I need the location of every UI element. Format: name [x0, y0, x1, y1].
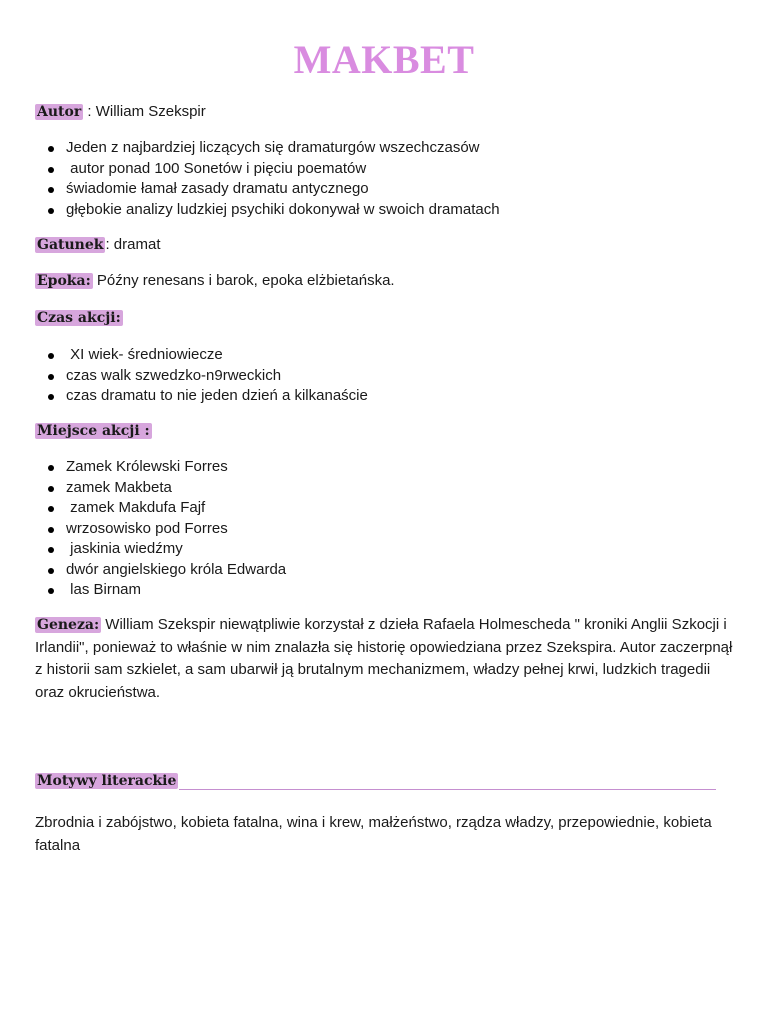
- geneza-paragraph: [35, 614, 735, 704]
- bullet-icon: [48, 506, 54, 512]
- epoka-line: [35, 271, 395, 291]
- motywy-label: Motywy literackie: [37, 773, 177, 789]
- miejsce-list: [48, 457, 286, 601]
- list-item: czas walk szwedzko-n9rweckich: [48, 366, 368, 387]
- list-item: zamek Makdufa Fajf: [48, 498, 286, 519]
- miejsce-line: [35, 421, 152, 441]
- bullet-icon: [48, 353, 54, 359]
- autor-list: [48, 138, 500, 220]
- page-title: MAKBET: [293, 37, 475, 82]
- list-item: zamek Makbeta: [48, 478, 286, 499]
- gatunek-line: [35, 235, 161, 255]
- geneza-label: Geneza:: [37, 617, 100, 633]
- list-item: świadomie łamał zasady dramatu antycznego: [48, 179, 500, 200]
- motywy-underline-divider: [179, 789, 716, 790]
- bullet-icon: [48, 588, 54, 594]
- autor-line: [35, 102, 206, 122]
- list-item: Zamek Królewski Forres: [48, 457, 286, 478]
- list-item: XI wiek- średniowiecze: [48, 345, 368, 366]
- list-item: wrzosowisko pod Forres: [48, 519, 286, 540]
- bullet-icon: [48, 374, 54, 380]
- list-item: czas dramatu to nie jeden dzień a kilkanaście: [48, 386, 368, 407]
- czas-line: [35, 308, 123, 328]
- bullet-icon: [48, 187, 54, 193]
- list-item: jaskinia wiedźmy: [48, 539, 286, 560]
- motywy-paragraph: [35, 812, 735, 857]
- bullet-icon: [48, 465, 54, 471]
- miejsce-label: Miejsce akcji :: [37, 423, 150, 439]
- bullet-icon: [48, 394, 54, 400]
- bullet-icon: [48, 527, 54, 533]
- epoka-value: Późny renesans i barok, epoka elżbietańska.: [92, 272, 395, 289]
- gatunek-label: Gatunek: [37, 237, 104, 253]
- bullet-icon: [48, 486, 54, 492]
- autor-value: : William Szekspir: [83, 103, 206, 120]
- bullet-icon: [48, 167, 54, 173]
- czas-list: [48, 345, 368, 407]
- bullet-icon: [48, 146, 54, 152]
- list-item: głębokie analizy ludzkiej psychiki dokonywał w swoich dramatach: [48, 200, 500, 221]
- bullet-icon: [48, 568, 54, 574]
- gatunek-value: : dramat: [105, 236, 161, 253]
- autor-label: Autor: [37, 104, 82, 120]
- list-item: Jeden z najbardziej liczących się dramaturgów wszechczasów: [48, 138, 500, 159]
- list-item: autor ponad 100 Sonetów i pięciu poematów: [48, 159, 500, 180]
- motywy-line: [35, 771, 178, 791]
- bullet-icon: [48, 547, 54, 553]
- list-item: dwór angielskiego króla Edwarda: [48, 560, 286, 581]
- geneza-text: William Szekspir niewątpliwie korzystał z dzieła Rafaela Holmescheda " kroniki Anglii Szkocji i Irlandii", ponieważ to właśnie w nim znalazła się historię opowiedziana przez Szekspira. Autor zaczerpnął z historii sam szkielet, a sam ubarwił ją brutalnym mechanizmem, władzy pełnej krwi, ludzkich tragedii oraz okrucieństwa.: [35, 616, 733, 701]
- czas-label: Czas akcji:: [37, 310, 121, 326]
- bullet-icon: [48, 208, 54, 214]
- epoka-label: Epoka:: [37, 273, 91, 289]
- list-item: las Birnam: [48, 580, 286, 601]
- motywy-text: Zbrodnia i zabójstwo, kobieta fatalna, wina i krew, małżeństwo, rządza władzy, przepowiednie, kobieta fatalna: [35, 814, 712, 854]
